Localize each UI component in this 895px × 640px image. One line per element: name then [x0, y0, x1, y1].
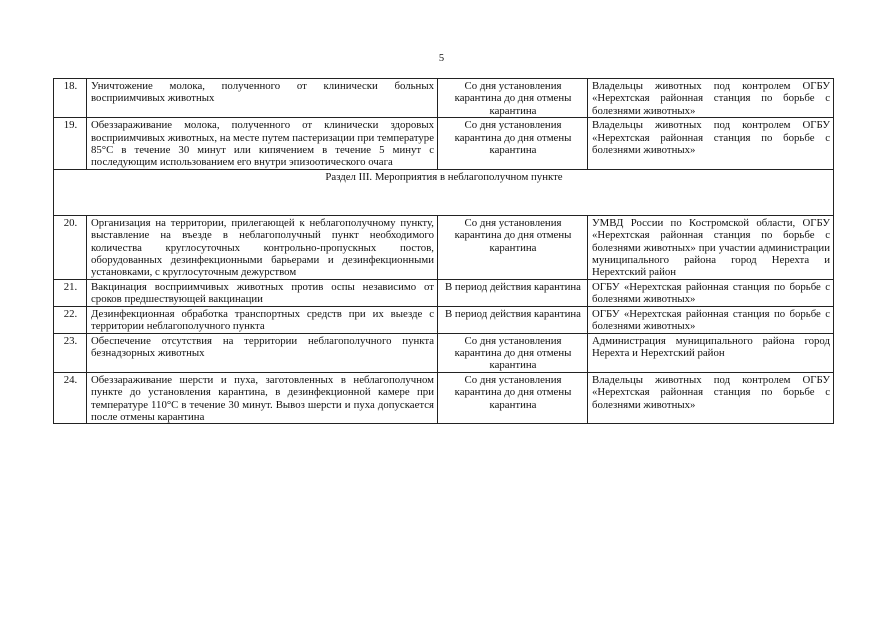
measure-term: Со дня установления карантина до дня отмены карантина [438, 372, 588, 424]
measure-responsible: УМВД России по Костромской области, ОГБУ «Нерехтская районная станция по борьбе с болезнями животных» при участии администрации муниципального района город Нерехта и Нерехтский район [588, 215, 834, 279]
table-row [54, 279, 834, 306]
row-number: 20. [54, 215, 87, 279]
measure-responsible: Владельцы животных под контролем ОГБУ «Нерехтская районная станция по борьбе с болезнями животных» [588, 79, 834, 118]
measure-term: В период действия карантина [438, 279, 588, 306]
row-number: 18. [54, 79, 87, 118]
section-title: Раздел III. Мероприятия в неблагополучном пункте [54, 169, 834, 215]
measure-description: Обеззараживание молока, полученного от клинически здоровых восприимчивых животных, на месте путем пастеризации при температуре 85°С в течение 30 минут или кипячением в течение 5 минут с последующим использованием его внутри эпизоотического очага [87, 118, 438, 170]
measures-table [53, 78, 834, 424]
row-number: 19. [54, 118, 87, 170]
measure-description: Организация на территории, прилегающей к неблагополучному пункту, выставление на въезде в неблагополучный пункт необходимого количества круглосуточных контрольно-пропускных постов, оборудованных дезинфекционными барьерами и дезинфекционными установками, с круглосуточным дежурством [87, 215, 438, 279]
measure-responsible: Администрация муниципального района город Нерехта и Нерехтский район [588, 333, 834, 372]
measure-description: Уничтожение молока, полученного от клинически больных восприимчивых животных [87, 79, 438, 118]
measure-term: Со дня установления карантина до дня отмены карантина [438, 118, 588, 170]
measure-term: Со дня установления карантина до дня отмены карантина [438, 215, 588, 279]
measure-responsible: Владельцы животных под контролем ОГБУ «Нерехтская районная станция по борьбе с болезнями животных» [588, 118, 834, 170]
measure-responsible: ОГБУ «Нерехтская районная станция по борьбе с болезнями животных» [588, 279, 834, 306]
measure-description: Обеспечение отсутствия на территории неблагополучного пункта безнадзорных животных [87, 333, 438, 372]
row-number: 21. [54, 279, 87, 306]
page-number: 5 [438, 53, 445, 64]
measure-term: Со дня установления карантина до дня отмены карантина [438, 333, 588, 372]
table-row [54, 372, 834, 424]
table-row [54, 333, 834, 372]
table-row [54, 215, 834, 279]
section-row [54, 169, 834, 215]
measure-responsible: ОГБУ «Нерехтская районная станция по борьбе с болезнями животных» [588, 306, 834, 333]
row-number: 23. [54, 333, 87, 372]
table-row [54, 118, 834, 170]
row-number: 24. [54, 372, 87, 424]
measure-description: Обеззараживание шерсти и пуха, заготовленных в неблагополучном пункте до установления карантина, в дезинфекционной камере при температуре 110°С в течение 30 минут. Вывоз шерсти и пуха допускается после отмены карантина [87, 372, 438, 424]
measure-description: Дезинфекционная обработка транспортных средств при их выезде с территории неблагополучного пункта [87, 306, 438, 333]
measure-term: В период действия карантина [438, 306, 588, 333]
measure-responsible: Владельцы животных под контролем ОГБУ «Нерехтская районная станция по борьбе с болезнями животных» [588, 372, 834, 424]
table-row [54, 79, 834, 118]
measure-term: Со дня установления карантина до дня отмены карантина [438, 79, 588, 118]
measure-description: Вакцинация восприимчивых животных против оспы независимо от сроков предшествующей вакцинации [87, 279, 438, 306]
row-number: 22. [54, 306, 87, 333]
table-row [54, 306, 834, 333]
